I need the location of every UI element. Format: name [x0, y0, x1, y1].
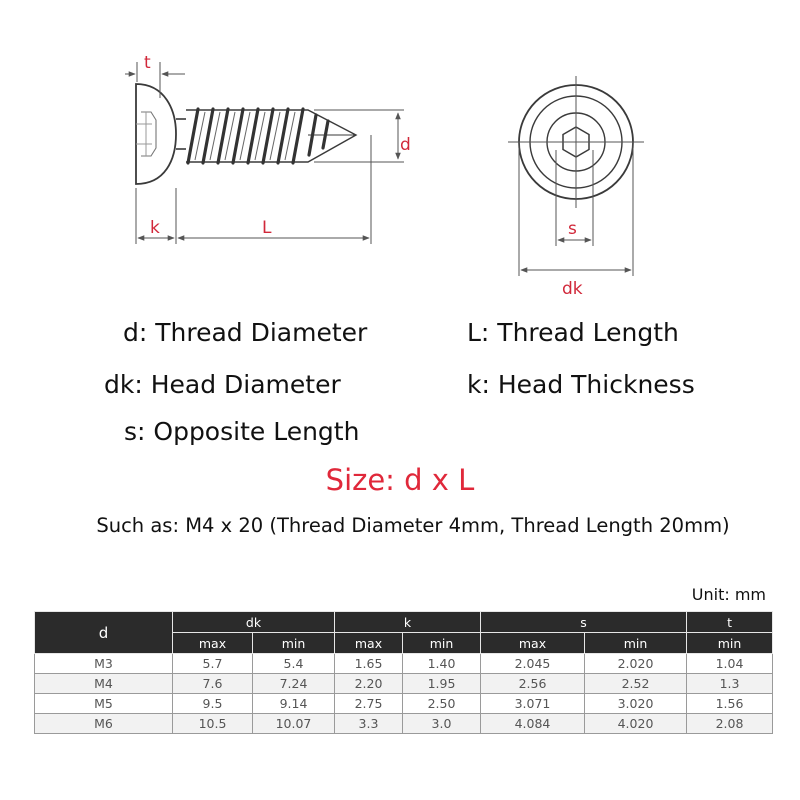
cell-dk-min: 9.14 [253, 694, 335, 714]
cell-t-min: 1.04 [687, 654, 773, 674]
cell-s-min: 2.020 [585, 654, 687, 674]
label-t: t [144, 53, 151, 73]
label-d: d [400, 135, 411, 155]
cell-s-max: 2.045 [481, 654, 585, 674]
cell-k-min: 2.50 [403, 694, 481, 714]
cell-t-min: 1.3 [687, 674, 773, 694]
header-t: t [687, 612, 773, 633]
header-k-min: min [403, 633, 481, 654]
legend-d: d: Thread Diameter [123, 318, 368, 347]
cell-t-min: 2.08 [687, 714, 773, 734]
cell-k-max: 3.3 [335, 714, 403, 734]
cell-k-max: 1.65 [335, 654, 403, 674]
header-s-min: min [585, 633, 687, 654]
label-dk: dk [562, 279, 583, 299]
cell-s-max: 2.56 [481, 674, 585, 694]
cell-dk-max: 10.5 [173, 714, 253, 734]
cell-d: M5 [35, 694, 173, 714]
cell-k-max: 2.75 [335, 694, 403, 714]
screw-side-view [136, 84, 356, 184]
unit-label: Unit: mm [691, 585, 766, 604]
header-dk: dk [173, 612, 335, 633]
cell-dk-min: 10.07 [253, 714, 335, 734]
cell-s-min: 4.020 [585, 714, 687, 734]
header-k: k [335, 612, 481, 633]
cell-k-min: 1.40 [403, 654, 481, 674]
table-row [35, 694, 773, 714]
table-row [35, 714, 773, 734]
table-row [35, 674, 773, 694]
cell-s-max: 4.084 [481, 714, 585, 734]
legend-L: L: Thread Length [467, 318, 679, 347]
header-k-max: max [335, 633, 403, 654]
table-header-row [35, 612, 773, 633]
cell-s-max: 3.071 [481, 694, 585, 714]
cell-k-min: 1.95 [403, 674, 481, 694]
table-row [35, 654, 773, 674]
label-L: L [262, 218, 272, 238]
cell-dk-min: 7.24 [253, 674, 335, 694]
header-dk-min: min [253, 633, 335, 654]
header-d: d [35, 612, 173, 654]
header-s-max: max [481, 633, 585, 654]
size-formula: Size: d x L [325, 463, 475, 497]
spec-table [34, 611, 773, 734]
cell-s-min: 2.52 [585, 674, 687, 694]
size-example: Such as: M4 x 20 (Thread Diameter 4mm, Thread Length 20mm) [96, 514, 730, 537]
cell-dk-max: 9.5 [173, 694, 253, 714]
legend-s: s: Opposite Length [124, 417, 360, 446]
screw-diagram [0, 0, 800, 310]
header-s: s [481, 612, 687, 633]
label-s: s [568, 219, 577, 239]
header-dk-max: max [173, 633, 253, 654]
cell-dk-max: 7.6 [173, 674, 253, 694]
label-k: k [150, 218, 160, 238]
cell-k-min: 3.0 [403, 714, 481, 734]
cell-k-max: 2.20 [335, 674, 403, 694]
legend-dk: dk: Head Diameter [104, 370, 341, 399]
header-t-min: min [687, 633, 773, 654]
cell-d: M6 [35, 714, 173, 734]
end-dimension-lines [508, 76, 644, 276]
cell-dk-max: 5.7 [173, 654, 253, 674]
cell-d: M4 [35, 674, 173, 694]
cell-s-min: 3.020 [585, 694, 687, 714]
legend-k: k: Head Thickness [467, 370, 695, 399]
cell-dk-min: 5.4 [253, 654, 335, 674]
cell-t-min: 1.56 [687, 694, 773, 714]
cell-d: M3 [35, 654, 173, 674]
